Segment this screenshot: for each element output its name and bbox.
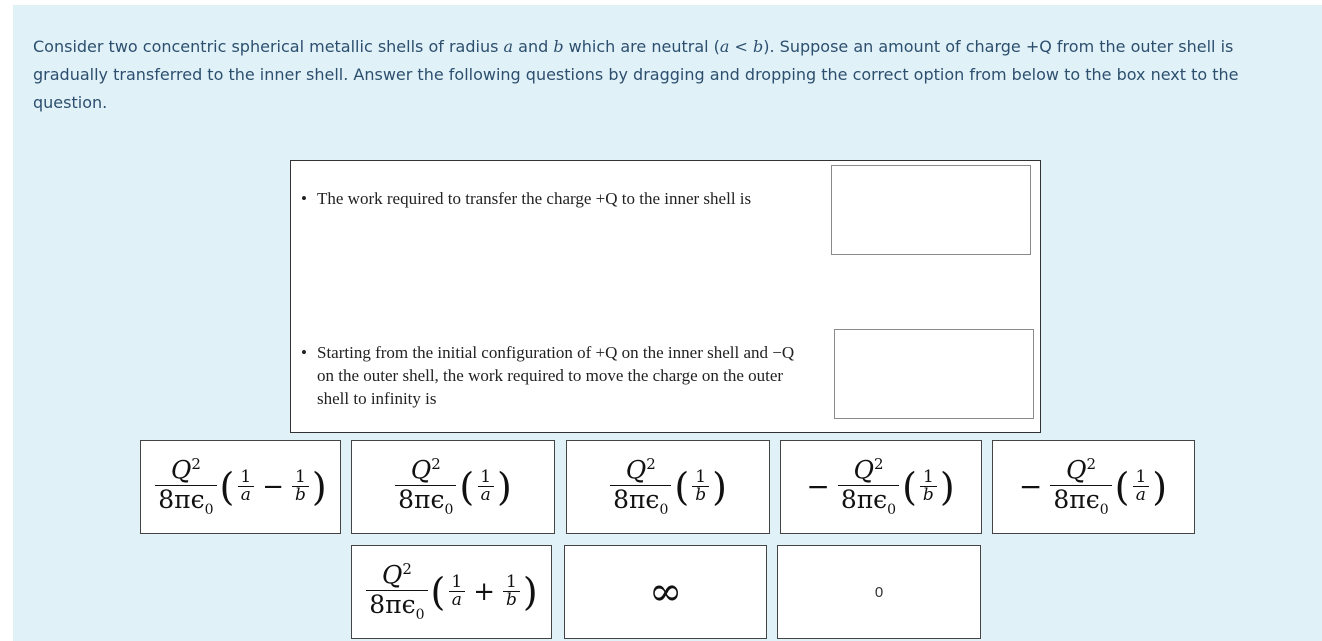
drag-option-inv-a[interactable] bbox=[351, 440, 555, 534]
drop-zone-1[interactable] bbox=[831, 165, 1031, 255]
expression-sum: $\frac{Q^2}{8\pi\epsilon_0}$ ( $\frac{1}{a}$ + $\frac{1}{b}$ ) bbox=[364, 555, 538, 628]
question-image bbox=[290, 160, 1041, 433]
drag-option-inv-b[interactable] bbox=[566, 440, 770, 534]
drag-option-sum[interactable] bbox=[351, 545, 552, 639]
drag-option-neg-inv-a[interactable] bbox=[992, 440, 1195, 534]
drag-option-zero[interactable] bbox=[777, 545, 981, 639]
drag-option-diff[interactable] bbox=[140, 440, 341, 534]
question-item-1: • The work required to transfer the charge +Q to the inner shell is bbox=[301, 189, 752, 208]
expression-diff: $\frac{Q^2}{8\pi\epsilon_0}$ ( $\frac{1}{a}$ − $\frac{1}{b}$ ) bbox=[153, 450, 327, 523]
drop-zone-2[interactable] bbox=[834, 329, 1034, 419]
drag-option-neg-inv-b[interactable] bbox=[780, 440, 982, 534]
expression-inv-b: $\frac{Q^2}{8\pi\epsilon_0}$ ( $\frac{1}{b}$ ) bbox=[608, 450, 728, 523]
expression-inv-a: $\frac{Q^2}{8\pi\epsilon_0}$ ( $\frac{1}{a}$ ) bbox=[393, 450, 513, 523]
question-text: Consider two concentric spherical metallic shells of radius a and b which are neutral (a < b). Suppose an amount of charge +Q from the outer shell is gradually transferred to the inner shell. Answer the following questions by dragging and dropping the correct option from below to the box next to the question. bbox=[33, 37, 1239, 112]
infinity-symbol: ∞ bbox=[648, 569, 683, 615]
question-item-2: • Starting from the initial configuration of +Q on the inner shell and −Q on the outer shell, the work required to move the charge on the outer shell to infinity is bbox=[301, 343, 795, 408]
drag-option-infinity[interactable] bbox=[564, 545, 767, 639]
expression-neg-inv-b: − $\frac{Q^2}{8\pi\epsilon_0}$ ( $\frac{1}{b}$ ) bbox=[806, 450, 955, 523]
zero-value: 0 bbox=[874, 583, 884, 601]
expression-neg-inv-a: − $\frac{Q^2}{8\pi\epsilon_0}$ ( $\frac{1}{a}$ ) bbox=[1019, 450, 1168, 523]
